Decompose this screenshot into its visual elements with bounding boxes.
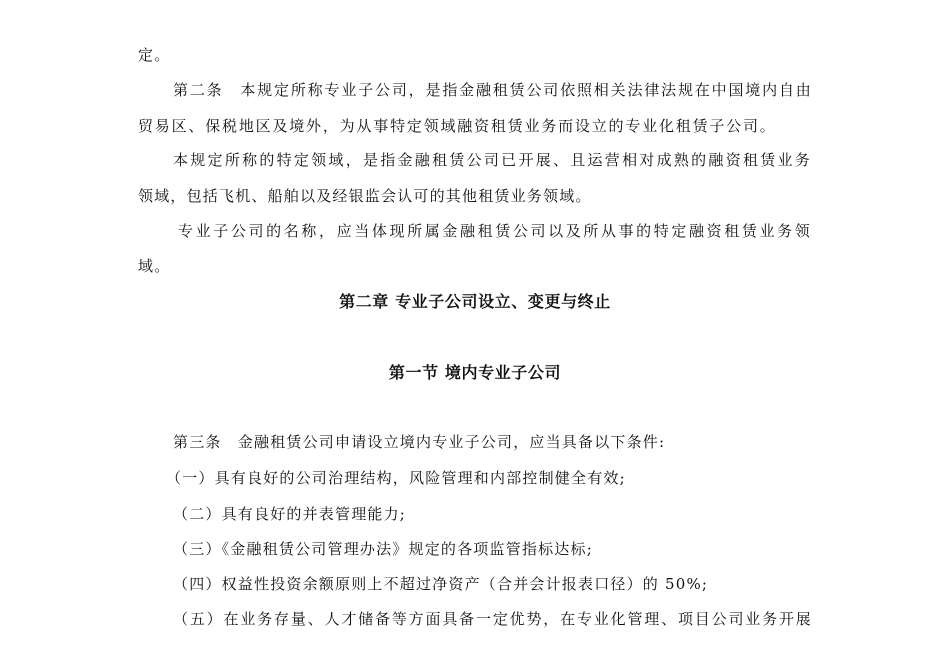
list-item: （一）具有良好的公司治理结构，风险管理和内部控制健全有效; — [166, 469, 626, 487]
paragraph-line: 领域，包括飞机、船舶以及经银监会认可的其他租赁业务领域。 — [138, 187, 592, 205]
list-item: （四）权益性投资余额原则上不超过净资产（合并会计报表口径）的 50%; — [173, 575, 709, 593]
list-item: （五）在业务存量、人才储备等方面具备一定优势，在专业化管理、项目公司业务开展 — [173, 610, 812, 628]
paragraph-line: 定。 — [138, 46, 171, 64]
article-2-line-1: 第二条 本规定所称专业子公司，是指金融租赁公司依照相关法律法规在中国境内自由 — [173, 81, 812, 99]
list-item: （二）具有良好的并表管理能力; — [173, 505, 407, 523]
paragraph-line: 域。 — [138, 257, 171, 275]
list-item: （三）《金融租赁公司管理办法》规定的各项监管指标达标; — [173, 540, 593, 558]
section-heading: 第一节 境内专业子公司 — [388, 363, 562, 382]
paragraph-line: 本规定所称的特定领域，是指金融租赁公司已开展、且运营相对成熟的融资租赁业务 — [173, 151, 811, 169]
article-3-line: 第三条 金融租赁公司申请设立境内专业子公司，应当具备以下条件: — [173, 433, 666, 451]
article-2-line-2: 贸易区、保税地区及境外，为从事特定领域融资租赁业务而设立的专业化租赁子公司。 — [138, 117, 776, 135]
chapter-heading: 第二章 专业子公司设立、变更与终止 — [339, 292, 611, 311]
paragraph-line: 专业子公司的名称，应当体现所属金融租赁公司以及所从事的特定融资租赁业务领 — [178, 222, 811, 240]
